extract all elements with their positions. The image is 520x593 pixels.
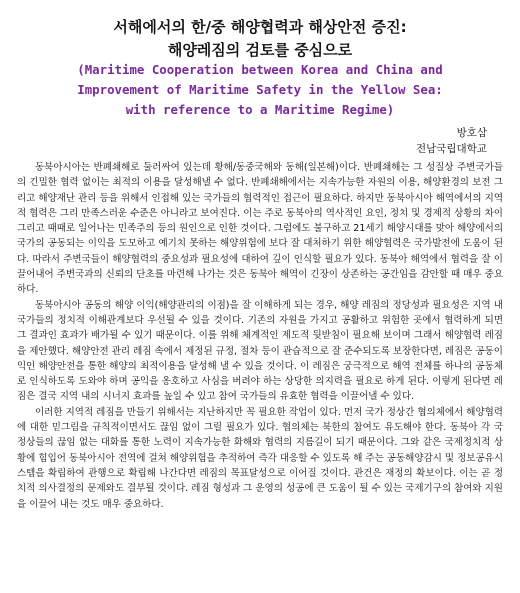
- abstract-paragraph-3: 이러한 지역적 레짐을 만들기 위해서는 지난하지만 꼭 필요한 작업이 있다. 먼저 국가 정상간 협의체에서 해양협력에 대한 믿그림을 규칙적이면서도 끊임 없이 그릴 필요가 있다. 협의체는 북한의 참여도 유도해야 한다. 동북아 각 국 정상들의 끊임 없는 대화를 통한 노력이 지속가능한 화해와 협력의 지름길이 되기 때문이다. 그와 같은 국제정치적 상황에 힘입어 동북아시아 전역에 걸쳐 해양위험을 추적하여 즉각 대응할 수 있도록 해 주는 공동해양감시 및 정보공유시스템을 확립하여 관행으로 확립해 나간다면 레짐의 목표달성으로 이어질 것이다. 관건은 재정의 확보이다. 이는 곧 정치적 의사결정의 문제와도 결부될 것이다. 레짐 형성과 그 운영의 성공에 큰 도움이 될 수 있는 국제기구의 참여와 지원을 이끌어 내는 것도 매우 중요하다.: [17, 406, 503, 510]
- english-title-line1: (Maritime Cooperation between Korea and China and: [77, 62, 443, 77]
- author-name: 방호삼: [456, 127, 487, 139]
- english-title-line2: Improvement of Maritime Safety in the Yellow Sea:: [77, 82, 443, 97]
- korean-title-line2: 해양레짐의 검토를 중심으로: [167, 41, 353, 59]
- author-affiliation: 전남국립대학교: [415, 143, 487, 155]
- abstract-paragraph-2: 동북아시아 공동의 해양 이익(해양관리의 이점)을 잘 이해하게 되는 경우, 해양 레짐의 정당성과 필요성은 지역 내 국가들의 정치적 이해관계보다 우선될 수 있을 것이다. 기존의 자원을 가지고 공활하고 위험한 곳에서 협력하게 되면 그 결과인 효과가 배가될 수 있기 때문이다. 이를 위해 체계적인 제도적 뒷받침이 필요해 보이며 그래서 해양협력 레짐을 제안했다. 해양안전 관리 레짐 속에서 제정된 규정, 절차 등이 관습적으로 잘 준수되도록 보장한다면, 레짐은 공동이익인 해양안전을 통한 해양의 최적이용을 달성해 낼 수 있을 것이다. 이 레짐은 궁극적으로 해역 전체를 하나의 공동체로 인식하도록 도와야 하며 공익을 옹호하고 사심을 버려야 하는 상당한 의지력을 필요로 하게 된다. 이렇게 된다면 레짐은 결국 지역 내의 시너지 효과를 높일 수 있고 참여 국가들의 유효한 협력을 이끌어낼 수 있다.: [17, 299, 503, 403]
- abstract-body: [17, 160, 503, 512]
- korean-title-line1: 서해에서의 한/중 해양협력과 해상안전 증진:: [113, 18, 407, 36]
- english-title-line3: with reference to a Maritime Regime): [125, 102, 395, 117]
- abstract-paragraph-1: 동북아시아는 반폐쇄해로 둘러싸여 있는데 황해/동중국해와 동해(일본해)이다. 반폐쇄해는 그 성질상 주변국가들의 긴밀한 협력 없이는 최적의 이용을 달성해낼 수 없다. 반폐쇄해에서는 지속가능한 자원의 이용, 해양환경의 보전 그리고 해양재난 관리 등을 위해서 인접해 있는 국가들의 협력적인 접근이 필요하다. 하지만 동북아시아 해역에서의 지역적 협력은 그리 만족스러운 수준은 아니라고 보여진다. 이는 주로 동북아의 역사적인 요인, 정치 및 경제적 상황의 차이 그리고 때때로 일어나는 민족주의 등의 원인으로 인한 것이다. 그럼에도 불구하고 21세기 해양시대를 맞아 해양에서의 국가의 공동되는 이익을 도모하고 예기치 못하는 해양위험에 보다 잘 대처하기 위한 해양협력은 국가발전에 도움이 된다. 따라서 주변국들이 해양협력의 중요성과 필요성에 대하여 깊이 인식할 필요가 있다. 동북아 해역에서 협력을 잘 이끌어내어 주변국과의 신뢰의 단초를 마련해 나가는 것은 동북아 해역이 긴장이 상존하는 공간임을 감안할 때 매우 중요하다.: [17, 162, 503, 296]
